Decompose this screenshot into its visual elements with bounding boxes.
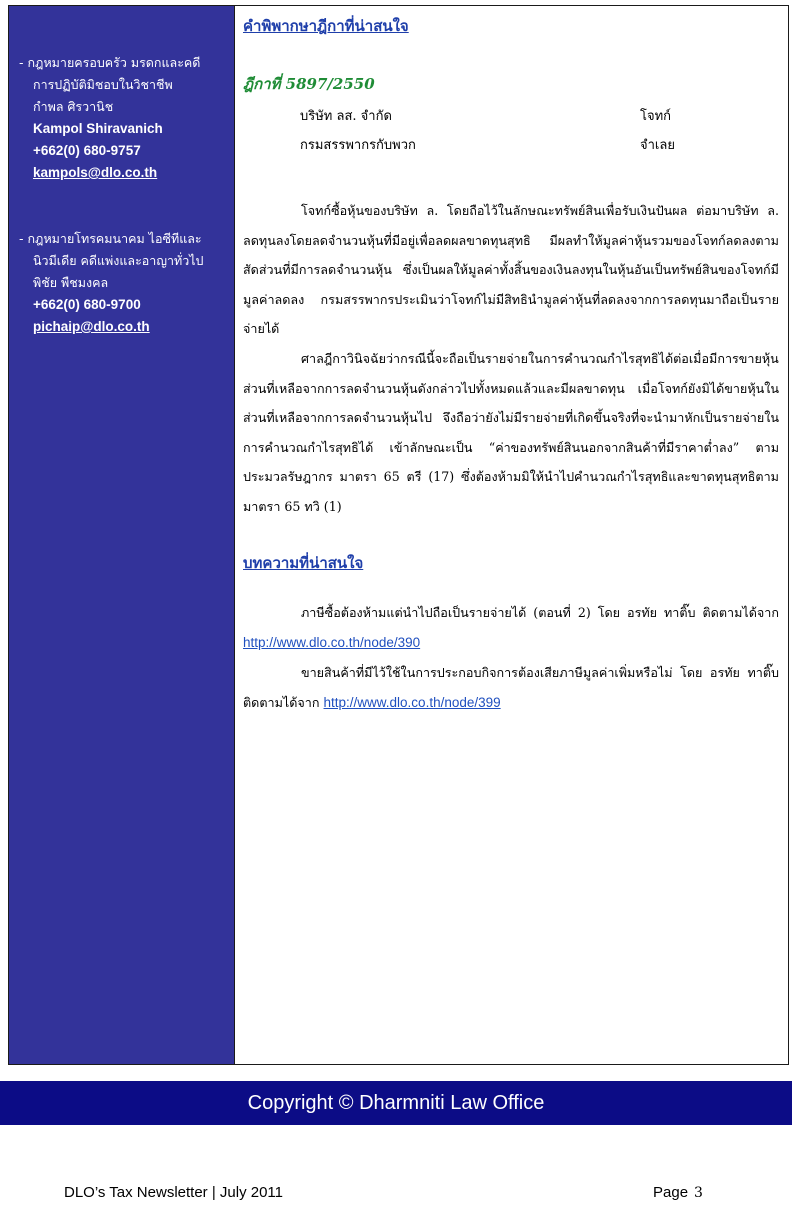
- lawyer-name-thai: พิชัย พืชมงคล: [33, 275, 109, 290]
- article-item: [243, 658, 779, 717]
- page-label: Page: [653, 1184, 689, 1201]
- article-link[interactable]: http://www.dlo.co.th/node/390: [243, 634, 421, 650]
- copyright-text: Copyright © Dharmniti Law Office: [247, 1091, 545, 1114]
- contact-family-law: [19, 52, 234, 184]
- phone-number: +662(0) 680-9700: [33, 297, 141, 312]
- lawyer-name-en: Kampol Shiravanich: [33, 121, 163, 136]
- email-link[interactable]: pichaip@dlo.co.th: [33, 319, 150, 334]
- judgment-heading: คำพิพากษาฎีกาที่น่าสนใจ: [243, 17, 409, 35]
- lawyer-name-thai: กำพล ศิรวานิช: [33, 99, 114, 114]
- party-plaintiff-name: บริษัท ลส. จำกัด: [300, 109, 392, 124]
- copyright-bar: [0, 1081, 792, 1125]
- case-number: ฎีกาที่ 5897/2550: [243, 75, 375, 93]
- page-number: 3: [694, 1185, 703, 1201]
- page-indicator: [653, 1184, 703, 1201]
- article-text: ภาษีซื้อต้องห้ามแต่นำไปถือเป็นรายจ่ายได้ (ตอนที่ 2) โดย อรทัย ทาติ๊บ ติดตามได้จาก: [301, 605, 779, 620]
- articles-heading: บทความที่น่าสนใจ: [243, 554, 364, 572]
- contact-telecom-law: [19, 228, 234, 338]
- party-plaintiff-role: โจทก์: [640, 109, 672, 124]
- practice-area-cont: การปฏิบัติมิชอบในวิชาชีพ: [33, 77, 173, 92]
- newsletter-title: DLO’s Tax Newsletter | July 2011: [64, 1184, 283, 1201]
- article-item: [243, 598, 779, 657]
- practice-area: - กฎหมายโทรคมนาคม ไอซีทีและ: [19, 231, 202, 246]
- judgment-facts: โจทก์ซื้อหุ้นของบริษัท ล. โดยถือไว้ในลักษณะทรัพย์สินเพื่อรับเงินปันผล ต่อมาบริษัท ล. ลดทุนลงโดยลดจำนวนหุ้นที่มีอยู่เพื่อลดผลขาดทุนสุทธิ มีผลทำให้มูลค่าหุ้นรวมของโจทก์ลดลงตามสัดส่วนที่มีการลดจำนวนหุ้น ซึ่งเป็นผลให้มูลค่าทั้งสิ้นของเงินลงทุนในหุ้นอันเป็นทรัพย์สินของโจทก์มีมูลค่าลดลง กรมสรรพากรประเมินว่าโจทก์ไม่มีสิทธินำมูลค่าหุ้นที่ลดลงจากการลดทุนมาถือเป็นรายจ่ายได้: [243, 203, 779, 336]
- article-text: ขายสินค้าที่มีไว้ใช้ในการประกอบกิจการต้องเสียภาษีมูลค่าเพิ่มหรือไม่ โดย อรทัย ทาติ๊บ ติดตามได้จาก: [243, 665, 779, 710]
- sidebar: [9, 6, 235, 1064]
- email-link[interactable]: kampols@dlo.co.th: [33, 165, 158, 180]
- phone-number: +662(0) 680-9757: [33, 143, 141, 158]
- practice-area-cont: นิวมีเดีย คดีแพ่งและอาญาทั่วไป: [33, 253, 204, 268]
- article-link[interactable]: http://www.dlo.co.th/node/399: [323, 694, 501, 710]
- judgment-ruling: ศาลฎีกาวินิจฉัยว่ากรณีนี้จะถือเป็นรายจ่ายในการคำนวณกำไรสุทธิได้ต่อเมื่อมีการขายหุ้นส่วนที่เหลือจากการลดจำนวนหุ้นดังกล่าวไปทั้งหมดแล้วและมีผลขาดทุน เมื่อโจทก์ยังมิได้ขายหุ้นในส่วนที่เหลือจากการลดจำนวนหุ้นไป จึงถือว่ายังไม่มีรายจ่ายที่เกิดขึ้นจริงที่จะนำมาหักเป็นรายจ่ายในการคำนวณกำไรสุทธิได้ เข้าลักษณะเป็น “ค่าของทรัพย์สินนอกจากสินค้าที่มีราคาต่ำลง” ตามประมวลรัษฎากร มาตรา 65 ตรี (17) ซึ่งต้องห้ามมิให้นำไปคำนวณกำไรสุทธิและขาดทุนสุทธิตามมาตรา 65 ทวิ (1): [243, 351, 779, 514]
- party-defendant-role: จำเลย: [640, 138, 675, 153]
- practice-area: - กฎหมายครอบครัว มรดกและคดี: [19, 55, 201, 70]
- party-defendant-name: กรมสรรพากรกับพวก: [300, 138, 416, 153]
